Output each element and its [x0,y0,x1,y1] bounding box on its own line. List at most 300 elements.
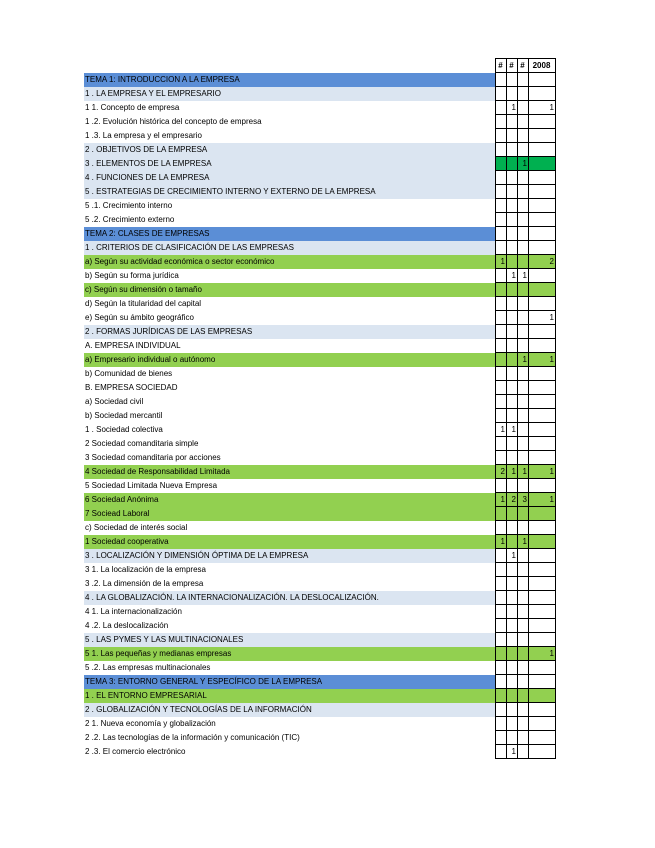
value-cell-col-1[interactable] [496,731,507,745]
value-cell-col-2[interactable] [507,479,518,493]
value-cell-col-1[interactable] [496,675,507,689]
row-label[interactable]: 1 . Sociedad colectiva [84,423,496,437]
value-cell-col-4[interactable] [529,591,556,605]
value-cell-col-4[interactable] [529,395,556,409]
value-cell-col-3[interactable] [518,101,529,115]
table-row [84,689,556,703]
value-cell-col-4[interactable] [529,283,556,297]
value-cell-col-1[interactable] [496,311,507,325]
row-label[interactable]: c) Según su dimensión o tamaño [84,283,496,297]
value-cell-col-2[interactable] [507,717,518,731]
table-row [84,73,556,87]
value-cell-col-4[interactable] [529,367,556,381]
value-cell-col-1[interactable] [496,87,507,101]
row-label[interactable]: 3 . LOCALIZACIÓN Y DIMENSIÓN ÓPTIMA DE LA EMPRESA [84,549,496,563]
value-cell-col-4[interactable] [529,241,556,255]
value-cell-col-3[interactable] [518,549,529,563]
table-row [84,241,556,255]
value-cell-col-1[interactable] [496,143,507,157]
value-cell-col-2[interactable] [507,311,518,325]
table-row [84,745,556,759]
row-label[interactable]: 5 .1. Crecimiento interno [84,199,496,213]
table-row [84,717,556,731]
table-row [84,521,556,535]
value-cell-col-3[interactable] [518,367,529,381]
value-cell-col-3[interactable] [518,143,529,157]
value-cell-col-3[interactable] [518,241,529,255]
value-cell-col-3[interactable] [518,325,529,339]
value-cell-col-1[interactable] [496,213,507,227]
value-cell-col-2[interactable] [507,661,518,675]
value-cell-col-1[interactable] [496,507,507,521]
value-cell-col-4[interactable]: 1 [529,101,556,115]
row-label[interactable]: 3 . ELEMENTOS DE LA EMPRESA [84,157,496,171]
value-cell-col-4[interactable] [529,339,556,353]
value-cell-col-1[interactable] [496,101,507,115]
row-label[interactable]: b) Sociedad mercantil [84,409,496,423]
value-cell-col-2[interactable]: 1 [507,549,518,563]
row-label[interactable]: 3 Sociedad comanditaria por acciones [84,451,496,465]
value-cell-col-4[interactable] [529,507,556,521]
value-cell-col-1[interactable] [496,241,507,255]
table-row [84,619,556,633]
value-cell-col-4[interactable] [529,577,556,591]
value-cell-col-3[interactable]: 1 [518,157,529,171]
table-row [84,605,556,619]
value-cell-col-4[interactable] [529,157,556,171]
value-cell-col-1[interactable] [496,171,507,185]
value-cell-col-3[interactable] [518,563,529,577]
value-cell-col-2[interactable] [507,521,518,535]
value-cell-col-1[interactable] [496,563,507,577]
table-row [84,227,556,241]
value-cell-col-3[interactable] [518,591,529,605]
value-cell-col-1[interactable] [496,549,507,563]
value-cell-col-4[interactable] [529,381,556,395]
value-cell-col-2[interactable] [507,731,518,745]
value-cell-col-4[interactable] [529,689,556,703]
value-cell-col-1[interactable] [496,269,507,283]
value-cell-col-1[interactable] [496,605,507,619]
table-row [84,549,556,563]
row-label[interactable]: B. EMPRESA SOCIEDAD [84,381,496,395]
value-cell-col-3[interactable] [518,577,529,591]
value-cell-col-2[interactable] [507,577,518,591]
value-cell-col-1[interactable] [496,633,507,647]
value-cell-col-2[interactable] [507,353,518,367]
value-cell-col-2[interactable] [507,241,518,255]
table-row [84,339,556,353]
table-row [84,283,556,297]
row-label[interactable]: a) Según su actividad económica o sector económico [84,255,496,269]
table-row [84,353,556,367]
table-row [84,395,556,409]
value-cell-col-4[interactable] [529,199,556,213]
table-row [84,731,556,745]
value-cell-col-2[interactable] [507,129,518,143]
value-cell-col-3[interactable] [518,647,529,661]
value-cell-col-1[interactable]: 2 [496,465,507,479]
value-cell-col-4[interactable] [529,87,556,101]
row-label[interactable]: TEMA 1: INTRODUCCION A LA EMPRESA [84,73,496,87]
value-cell-col-2[interactable] [507,437,518,451]
topics-table [84,58,556,759]
value-cell-col-1[interactable] [496,521,507,535]
value-cell-col-2[interactable]: 1 [507,423,518,437]
row-label[interactable]: 4 .2. La deslocalización [84,619,496,633]
table-row [84,535,556,549]
table-row [84,115,556,129]
value-cell-col-3[interactable] [518,297,529,311]
table-row [84,255,556,269]
value-cell-col-2[interactable] [507,367,518,381]
table-row [84,493,556,507]
value-cell-col-1[interactable] [496,185,507,199]
value-cell-col-2[interactable] [507,605,518,619]
value-cell-col-3[interactable] [518,395,529,409]
table-row [84,507,556,521]
header-col-year[interactable]: 2008 [529,59,556,73]
value-cell-col-2[interactable] [507,325,518,339]
value-cell-col-1[interactable] [496,689,507,703]
value-cell-col-4[interactable] [529,451,556,465]
value-cell-col-3[interactable] [518,619,529,633]
header-label-cell [84,59,496,73]
value-cell-col-1[interactable] [496,577,507,591]
row-label[interactable]: b) Según su forma jurídica [84,269,496,283]
value-cell-col-1[interactable] [496,339,507,353]
value-cell-col-3[interactable]: 1 [518,353,529,367]
value-cell-col-4[interactable] [529,675,556,689]
value-cell-col-4[interactable] [529,171,556,185]
value-cell-col-4[interactable] [529,409,556,423]
value-cell-col-1[interactable] [496,619,507,633]
value-cell-col-4[interactable] [529,479,556,493]
value-cell-col-1[interactable] [496,479,507,493]
value-cell-col-3[interactable] [518,731,529,745]
value-cell-col-2[interactable] [507,381,518,395]
row-label[interactable]: 5 1. Las pequeñas y medianas empresas [84,647,496,661]
value-cell-col-4[interactable] [529,213,556,227]
value-cell-col-3[interactable] [518,199,529,213]
value-cell-col-4[interactable]: 1 [529,311,556,325]
table-row [84,633,556,647]
value-cell-col-1[interactable] [496,73,507,87]
value-cell-col-4[interactable] [529,185,556,199]
value-cell-col-2[interactable] [507,647,518,661]
value-cell-col-1[interactable] [496,395,507,409]
table-row [84,87,556,101]
value-cell-col-2[interactable]: 1 [507,269,518,283]
row-label[interactable]: c) Sociedad de interés social [84,521,496,535]
row-label[interactable]: 3 1. La localización de la empresa [84,563,496,577]
value-cell-col-2[interactable] [507,339,518,353]
value-cell-col-4[interactable] [529,745,556,759]
value-cell-col-3[interactable] [518,479,529,493]
value-cell-col-3[interactable] [518,409,529,423]
value-cell-col-2[interactable] [507,73,518,87]
value-cell-col-3[interactable] [518,171,529,185]
value-cell-col-4[interactable] [529,717,556,731]
value-cell-col-3[interactable]: 3 [518,493,529,507]
table-row [84,101,556,115]
value-cell-col-3[interactable]: 1 [518,269,529,283]
value-cell-col-2[interactable]: 1 [507,745,518,759]
table-row [84,269,556,283]
value-cell-col-1[interactable]: 1 [496,255,507,269]
value-cell-col-1[interactable] [496,647,507,661]
row-label[interactable]: 4 1. La internacionalización [84,605,496,619]
row-label[interactable]: 1 . EL ENTORNO EMPRESARIAL [84,689,496,703]
header-row [84,59,556,73]
value-cell-col-3[interactable] [518,423,529,437]
value-cell-col-4[interactable]: 1 [529,465,556,479]
table-row [84,423,556,437]
value-cell-col-1[interactable] [496,353,507,367]
row-label[interactable]: 3 .2. La dimensión de la empresa [84,577,496,591]
table-row [84,591,556,605]
table-row [84,367,556,381]
value-cell-col-3[interactable] [518,521,529,535]
value-cell-col-3[interactable] [518,283,529,297]
value-cell-col-2[interactable] [507,185,518,199]
value-cell-col-2[interactable] [507,563,518,577]
value-cell-col-3[interactable] [518,437,529,451]
value-cell-col-2[interactable] [507,395,518,409]
row-label[interactable]: 1 .3. La empresa y el empresario [84,129,496,143]
table-row [84,703,556,717]
value-cell-col-2[interactable] [507,255,518,269]
value-cell-col-2[interactable] [507,283,518,297]
value-cell-col-1[interactable] [496,227,507,241]
value-cell-col-4[interactable] [529,143,556,157]
row-label[interactable]: 1 Sociedad cooperativa [84,535,496,549]
value-cell-col-3[interactable] [518,311,529,325]
value-cell-col-2[interactable]: 1 [507,101,518,115]
value-cell-col-4[interactable] [529,325,556,339]
value-cell-col-1[interactable] [496,157,507,171]
value-cell-col-2[interactable] [507,297,518,311]
value-cell-col-4[interactable] [529,115,556,129]
value-cell-col-3[interactable] [518,689,529,703]
value-cell-col-1[interactable] [496,381,507,395]
table-row [84,213,556,227]
table-row [84,409,556,423]
table-row [84,675,556,689]
table-row [84,199,556,213]
row-label[interactable]: 4 . LA GLOBALIZACIÓN. LA INTERNACIONALIZACIÓN. LA DESLOCALIZACIÓN. [84,591,496,605]
value-cell-col-4[interactable] [529,661,556,675]
row-label[interactable]: TEMA 3: ENTORNO GENERAL Y ESPECÍFICO DE LA EMPRESA [84,675,496,689]
value-cell-col-2[interactable] [507,87,518,101]
value-cell-col-4[interactable] [529,423,556,437]
table-row [84,171,556,185]
value-cell-col-1[interactable]: 1 [496,423,507,437]
table-row [84,465,556,479]
value-cell-col-2[interactable]: 2 [507,493,518,507]
value-cell-col-4[interactable] [529,549,556,563]
table-row [84,297,556,311]
value-cell-col-2[interactable]: 1 [507,465,518,479]
value-cell-col-1[interactable] [496,115,507,129]
value-cell-col-4[interactable] [529,535,556,549]
value-cell-col-2[interactable] [507,507,518,521]
value-cell-col-4[interactable] [529,619,556,633]
value-cell-col-4[interactable] [529,297,556,311]
row-label[interactable]: 5 .2. Crecimiento externo [84,213,496,227]
table-row [84,157,556,171]
value-cell-col-4[interactable] [529,129,556,143]
value-cell-col-2[interactable] [507,535,518,549]
value-cell-col-1[interactable] [496,367,507,381]
value-cell-col-4[interactable] [529,731,556,745]
value-cell-col-4[interactable] [529,563,556,577]
table-row [84,577,556,591]
value-cell-col-3[interactable] [518,661,529,675]
value-cell-col-3[interactable] [518,745,529,759]
row-label[interactable]: d) Según la titularidad del capital [84,297,496,311]
value-cell-col-2[interactable] [507,633,518,647]
table-row [84,185,556,199]
value-cell-col-1[interactable] [496,297,507,311]
table-row [84,325,556,339]
table-row [84,451,556,465]
value-cell-col-1[interactable] [496,283,507,297]
row-label[interactable]: e) Según su ámbito geográfico [84,311,496,325]
value-cell-col-2[interactable] [507,213,518,227]
value-cell-col-2[interactable] [507,157,518,171]
value-cell-col-2[interactable] [507,675,518,689]
value-cell-col-3[interactable] [518,381,529,395]
row-label[interactable]: 1 1. Concepto de empresa [84,101,496,115]
value-cell-col-4[interactable] [529,269,556,283]
row-label[interactable]: 1 .2. Evolución histórica del concepto de empresa [84,115,496,129]
table-row [84,479,556,493]
value-cell-col-1[interactable] [496,661,507,675]
value-cell-col-3[interactable] [518,339,529,353]
row-label[interactable]: 2 . GLOBALIZACIÓN Y TECNOLOGÍAS DE LA INFORMACIÓN [84,703,496,717]
row-label[interactable]: TEMA 2: CLASES DE EMPRESAS [84,227,496,241]
row-label[interactable]: 2 1. Nueva economía y globalización [84,717,496,731]
value-cell-col-3[interactable] [518,605,529,619]
row-label[interactable]: 2 . OBJETIVOS DE LA EMPRESA [84,143,496,157]
row-label[interactable]: 2 . FORMAS JURÍDICAS DE LAS EMPRESAS [84,325,496,339]
row-label[interactable]: 5 . LAS PYMES Y LAS MULTINACIONALES [84,633,496,647]
value-cell-col-3[interactable] [518,73,529,87]
table-row [84,661,556,675]
value-cell-col-3[interactable] [518,213,529,227]
value-cell-col-3[interactable] [518,675,529,689]
value-cell-col-2[interactable] [507,619,518,633]
value-cell-col-3[interactable] [518,129,529,143]
value-cell-col-2[interactable] [507,143,518,157]
value-cell-col-4[interactable]: 1 [529,647,556,661]
value-cell-col-2[interactable] [507,689,518,703]
row-label[interactable]: A. EMPRESA INDIVIDUAL [84,339,496,353]
value-cell-col-2[interactable] [507,591,518,605]
row-label[interactable]: 2 .2. Las tecnologías de la información y comunicación (TIC) [84,731,496,745]
header-col-2[interactable]: # [507,59,518,73]
value-cell-col-3[interactable] [518,115,529,129]
value-cell-col-1[interactable] [496,745,507,759]
table-row [84,143,556,157]
row-label[interactable]: a) Empresario individual o autónomo [84,353,496,367]
value-cell-col-3[interactable] [518,633,529,647]
row-label[interactable]: 4 Sociedad de Responsabilidad Limitada [84,465,496,479]
value-cell-col-2[interactable] [507,227,518,241]
row-label[interactable]: 5 . ESTRATEGIAS DE CRECIMIENTO INTERNO Y EXTERNO DE LA EMPRESA [84,185,496,199]
value-cell-col-4[interactable] [529,521,556,535]
row-label[interactable]: 2 Sociedad comanditaria simple [84,437,496,451]
value-cell-col-1[interactable] [496,199,507,213]
value-cell-col-2[interactable] [507,199,518,213]
value-cell-col-1[interactable] [496,591,507,605]
value-cell-col-4[interactable] [529,437,556,451]
value-cell-col-4[interactable]: 1 [529,493,556,507]
row-label[interactable]: 2 .3. El comercio electrónico [84,745,496,759]
value-cell-col-1[interactable] [496,703,507,717]
row-label[interactable]: 1 . LA EMPRESA Y EL EMPRESARIO [84,87,496,101]
row-label[interactable]: b) Comunidad de bienes [84,367,496,381]
table-row [84,129,556,143]
row-label[interactable]: 5 .2. Las empresas multinacionales [84,661,496,675]
topics-table-body [84,59,556,759]
table-row [84,311,556,325]
table-row [84,563,556,577]
value-cell-col-3[interactable] [518,451,529,465]
value-cell-col-2[interactable] [507,409,518,423]
header-col-3[interactable]: # [518,59,529,73]
value-cell-col-4[interactable]: 1 [529,353,556,367]
value-cell-col-3[interactable]: 1 [518,465,529,479]
value-cell-col-4[interactable] [529,227,556,241]
value-cell-col-4[interactable] [529,633,556,647]
value-cell-col-2[interactable] [507,451,518,465]
value-cell-col-3[interactable]: 1 [518,535,529,549]
header-col-1[interactable]: # [496,59,507,73]
row-label[interactable]: 7 Sociead Laboral [84,507,496,521]
value-cell-col-4[interactable] [529,703,556,717]
value-cell-col-4[interactable] [529,605,556,619]
row-label[interactable]: 6 Sociedad Anónima [84,493,496,507]
value-cell-col-1[interactable] [496,409,507,423]
value-cell-col-3[interactable] [518,507,529,521]
value-cell-col-1[interactable] [496,717,507,731]
row-label[interactable]: 5 Sociedad Limitada Nueva Empresa [84,479,496,493]
value-cell-col-1[interactable] [496,325,507,339]
value-cell-col-2[interactable] [507,703,518,717]
value-cell-col-1[interactable] [496,451,507,465]
value-cell-col-2[interactable] [507,171,518,185]
value-cell-col-2[interactable] [507,115,518,129]
row-label[interactable]: 1 . CRITERIOS DE CLASIFICACIÓN DE LAS EMPRESAS [84,241,496,255]
value-cell-col-3[interactable] [518,255,529,269]
value-cell-col-1[interactable] [496,129,507,143]
value-cell-col-1[interactable] [496,437,507,451]
table-row [84,381,556,395]
value-cell-col-4[interactable] [529,73,556,87]
value-cell-col-3[interactable] [518,87,529,101]
value-cell-col-3[interactable] [518,185,529,199]
value-cell-col-3[interactable] [518,703,529,717]
row-label[interactable]: 4 . FUNCIONES DE LA EMPRESA [84,171,496,185]
row-label[interactable]: a) Sociedad civil [84,395,496,409]
value-cell-col-3[interactable] [518,227,529,241]
value-cell-col-1[interactable]: 1 [496,535,507,549]
value-cell-col-1[interactable]: 1 [496,493,507,507]
value-cell-col-3[interactable] [518,717,529,731]
value-cell-col-4[interactable]: 2 [529,255,556,269]
